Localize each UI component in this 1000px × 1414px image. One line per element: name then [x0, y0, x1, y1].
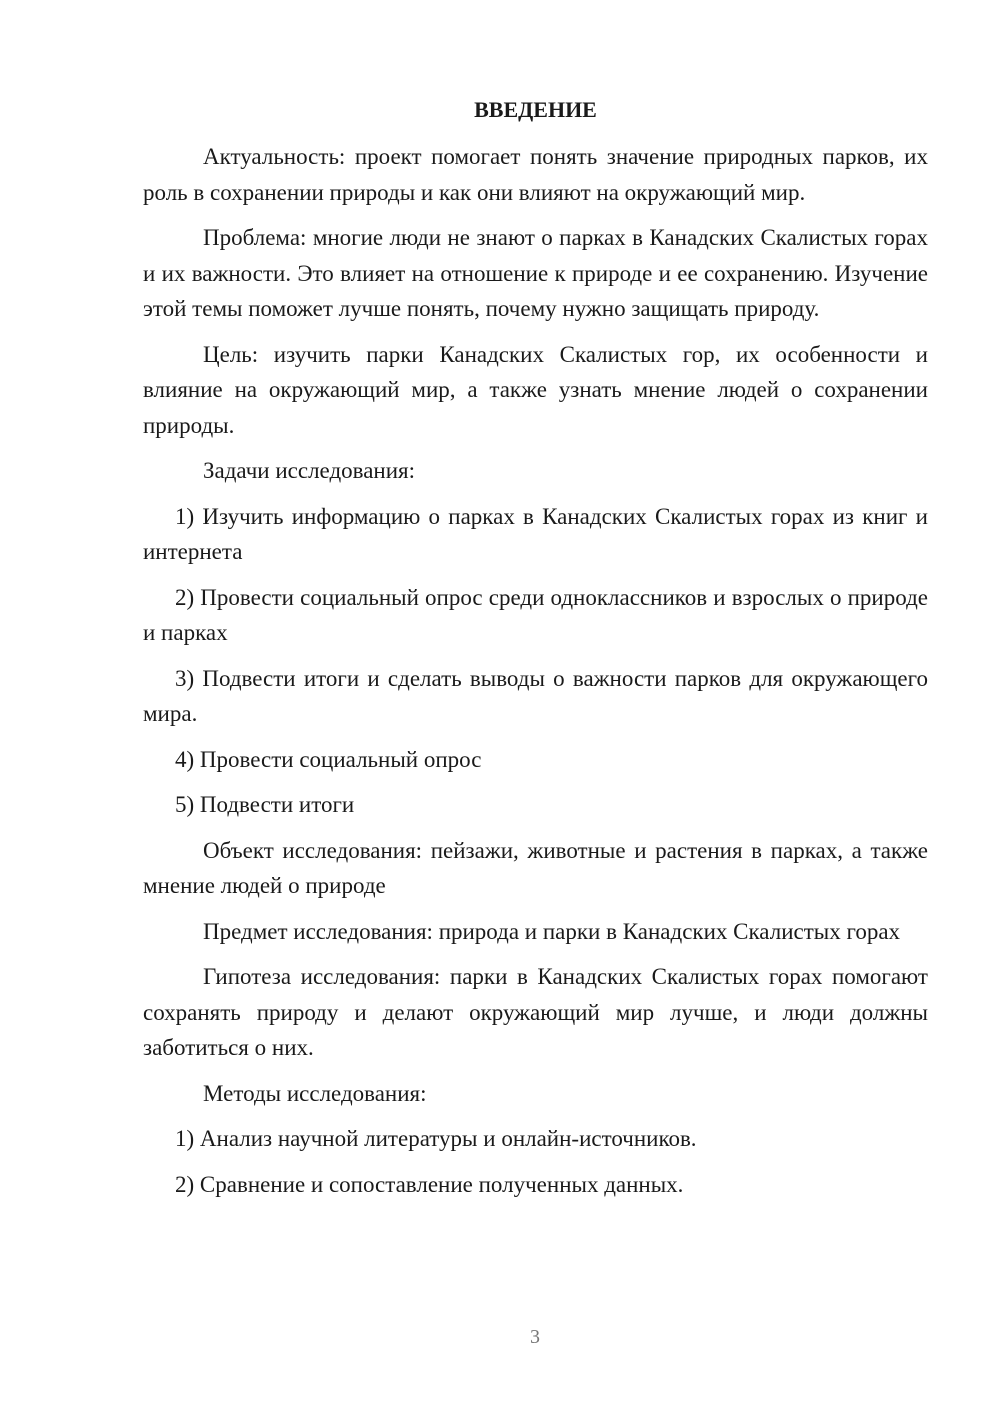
methods-heading: Методы исследования:	[203, 1080, 427, 1106]
section-title: ВВЕДЕНИЕ	[474, 97, 597, 122]
document-page	[143, 92, 928, 1212]
problem-paragraph: Проблема: многие люди не знают о парках в Канадских Скалистых горах и их важности. Это влияет на отношение к природе и ее сохранению. Изучение этой темы поможет лучше понять, почему нужно защищать природу.	[143, 225, 928, 321]
tasks-heading: Задачи исследования:	[203, 458, 416, 483]
task-item: 4) Провести социальный опрос	[175, 746, 482, 772]
task-item: 3) Подвести итоги и сделать выводы о важности парков для окружающего мира.	[143, 665, 928, 726]
object-paragraph: Объект исследования: пейзажи, животные и растения в парках, а также мнение людей о природе	[143, 837, 928, 898]
page-number: 3	[530, 1326, 540, 1348]
method-item: 2) Сравнение и сопоставление полученных данных.	[175, 1171, 684, 1197]
task-item: 1) Изучить информацию о парках в Канадских Скалистых горах из книг и интернета	[143, 503, 928, 564]
subject-paragraph: Предмет исследования: природа и парки в Канадских Скалистых горах	[203, 918, 901, 944]
task-item: 5) Подвести итоги	[175, 792, 355, 817]
goal-paragraph: Цель: изучить парки Канадских Скалистых гор, их особенности и влияние на окружающий мир, а также узнать мнение людей о сохранении природы.	[143, 341, 928, 438]
task-item: 2) Провести социальный опрос среди одноклассников и взрослых о природе и парках	[143, 584, 928, 645]
hypothesis-paragraph: Гипотеза исследования: парки в Канадских Скалистых горах помогают сохранять природу и делают окружающий мир лучше, и люди должны заботиться о них.	[143, 964, 928, 1060]
method-item: 1) Анализ научной литературы и онлайн-источников.	[175, 1126, 697, 1151]
relevance-paragraph: Актуальность: проект помогает понять значение природных парков, их роль в сохранении природы и как они влияют на окружающий мир.	[143, 144, 928, 205]
